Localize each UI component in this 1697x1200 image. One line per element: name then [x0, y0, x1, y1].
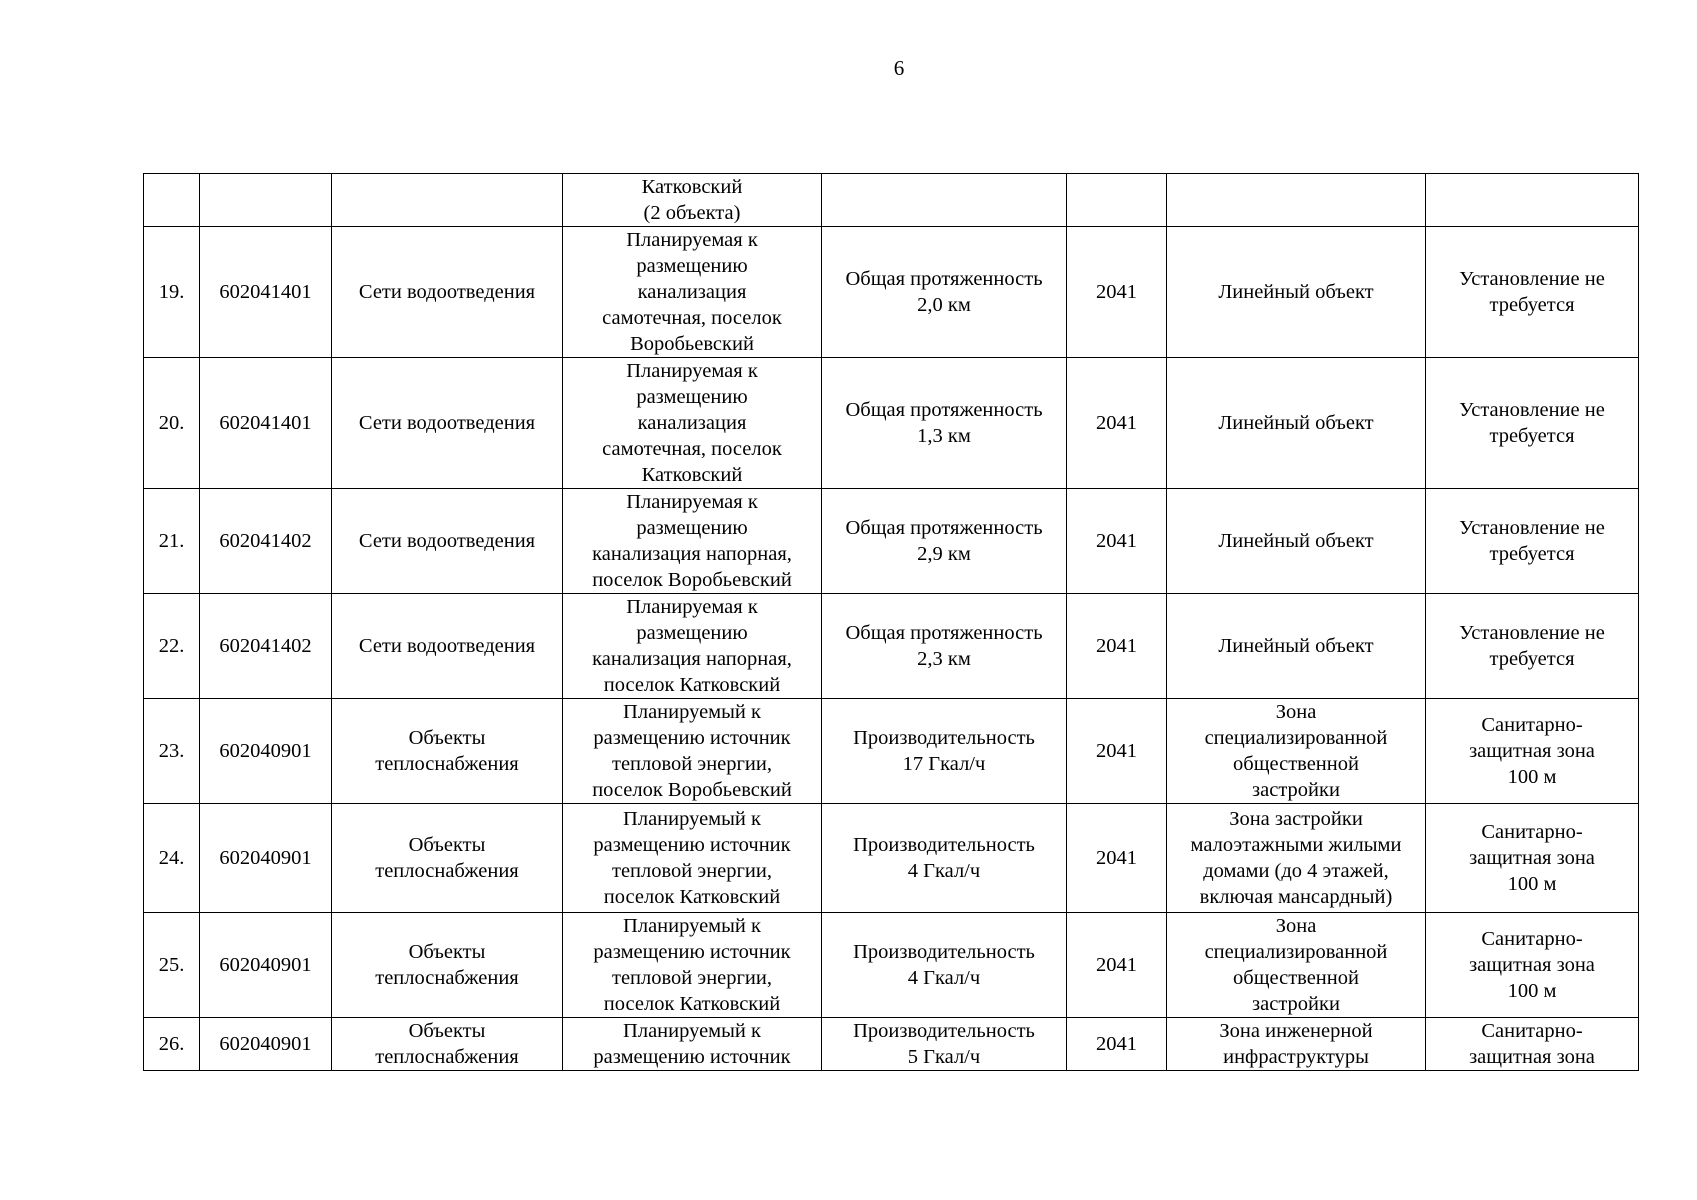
year-cell: 2041	[1067, 594, 1167, 699]
cell-line: Установление не	[1459, 268, 1605, 290]
cell-line: Санитарно-	[1481, 714, 1583, 736]
object-code-cell: 602040901	[200, 913, 332, 1018]
zone-cell	[1167, 358, 1426, 489]
cell-line: защитная зона	[1469, 740, 1595, 762]
cell-line: канализация напорная,	[592, 543, 792, 565]
cell-line: теплоснабжения	[375, 967, 519, 989]
cell-line: самотечная, поселок	[602, 438, 782, 460]
year-cell: 2041	[1067, 1018, 1167, 1071]
cell-line: Планируемый к	[623, 1020, 761, 1042]
characteristics-cell	[822, 594, 1067, 699]
characteristics-cell	[822, 1018, 1067, 1071]
cell-line: Сети водоотведения	[358, 412, 536, 434]
year-cell: 2041	[1067, 489, 1167, 594]
object-code-cell: 602040901	[200, 699, 332, 804]
object-type-cell	[332, 227, 563, 358]
object-type-cell	[332, 174, 563, 227]
cell-line: Линейный объект	[1218, 635, 1374, 657]
characteristics-cell	[822, 489, 1067, 594]
cell-line: 1,3 км	[917, 425, 971, 447]
cell-line: включая мансардный)	[1199, 886, 1393, 908]
object-type-cell	[332, 804, 563, 913]
cell-line: Зона инженерной	[1219, 1020, 1373, 1042]
zone-cell	[1167, 699, 1426, 804]
cell-line: Производительность	[853, 727, 1035, 749]
cell-line: требуется	[1489, 543, 1575, 565]
row-number-cell	[144, 174, 200, 227]
cell-line: общественной	[1233, 967, 1359, 989]
cell-line: канализация напорная,	[592, 648, 792, 670]
object-code-cell: 602040901	[200, 804, 332, 913]
cell-line: специализированной	[1204, 727, 1388, 749]
object-name-cell	[563, 227, 822, 358]
cell-line: 5 Гкал/ч	[907, 1046, 981, 1068]
cell-line: самотечная, поселок	[602, 307, 782, 329]
row-number-cell: 21.	[144, 489, 200, 594]
object-code-cell: 602041401	[200, 358, 332, 489]
row-number-cell: 24.	[144, 804, 200, 913]
zone-cell	[1167, 174, 1426, 227]
object-name-cell	[563, 489, 822, 594]
table-row	[144, 699, 1639, 804]
object-name-cell	[563, 594, 822, 699]
characteristics-cell	[822, 174, 1067, 227]
cell-line: 2,3 км	[917, 648, 971, 670]
zone-cell	[1167, 804, 1426, 913]
row-number-cell: 26.	[144, 1018, 200, 1071]
cell-line: Линейный объект	[1218, 281, 1374, 303]
cell-line: требуется	[1489, 425, 1575, 447]
cell-line: 2,0 км	[917, 294, 971, 316]
cell-line: размещению	[636, 386, 748, 408]
restriction-cell	[1426, 489, 1639, 594]
cell-line: 2,9 км	[917, 543, 971, 565]
cell-line: размещению	[636, 517, 748, 539]
cell-line: Установление не	[1459, 517, 1605, 539]
object-code-cell: 602041402	[200, 489, 332, 594]
object-name-cell	[563, 804, 822, 913]
cell-line: 100 м	[1507, 766, 1557, 788]
restriction-cell	[1426, 913, 1639, 1018]
year-cell: 2041	[1067, 358, 1167, 489]
object-type-cell	[332, 699, 563, 804]
characteristics-cell	[822, 699, 1067, 804]
cell-line: специализированной	[1204, 941, 1388, 963]
cell-line: поселок Катковский	[603, 993, 781, 1015]
cell-line: малоэтажными жилыми	[1190, 834, 1402, 856]
cell-line: Объекты	[408, 834, 486, 856]
cell-line: канализация	[637, 412, 747, 434]
restriction-cell	[1426, 358, 1639, 489]
object-name-cell	[563, 358, 822, 489]
characteristics-cell	[822, 227, 1067, 358]
cell-line: тепловой энергии,	[612, 860, 772, 882]
table-row	[144, 804, 1639, 913]
cell-line: Производительность	[853, 941, 1035, 963]
cell-line: Санитарно-	[1481, 1020, 1583, 1042]
characteristics-cell	[822, 913, 1067, 1018]
cell-line: Планируемая к	[626, 491, 758, 513]
cell-line: Объекты	[408, 941, 486, 963]
cell-line: Общая протяженность	[845, 399, 1043, 421]
cell-line: теплоснабжения	[375, 753, 519, 775]
cell-line: Катковский	[641, 176, 743, 198]
cell-line: Воробьевский	[630, 333, 754, 355]
object-name-cell	[563, 1018, 822, 1071]
cell-line: поселок Воробьевский	[592, 779, 792, 801]
row-number-cell: 20.	[144, 358, 200, 489]
cell-line: Зона застройки	[1229, 808, 1363, 830]
cell-line: Зона	[1275, 915, 1317, 937]
cell-line: Сети водоотведения	[358, 635, 536, 657]
characteristics-cell	[822, 358, 1067, 489]
table-row	[144, 358, 1639, 489]
table-row	[144, 1018, 1639, 1071]
cell-line: Санитарно-	[1481, 821, 1583, 843]
cell-line: Планируемая к	[626, 360, 758, 382]
cell-line: Зона	[1275, 701, 1317, 723]
object-name-cell	[563, 699, 822, 804]
table-row	[144, 594, 1639, 699]
cell-line: Сети водоотведения	[358, 281, 536, 303]
cell-line: домами (до 4 этажей,	[1203, 860, 1389, 882]
restriction-cell	[1426, 699, 1639, 804]
restriction-cell	[1426, 594, 1639, 699]
object-code-cell: 602040901	[200, 1018, 332, 1071]
cell-line: поселок Катковский	[603, 886, 781, 908]
cell-line: Установление не	[1459, 399, 1605, 421]
zone-cell	[1167, 227, 1426, 358]
row-number-cell: 19.	[144, 227, 200, 358]
cell-line: инфраструктуры	[1223, 1046, 1369, 1068]
cell-line: теплоснабжения	[375, 860, 519, 882]
object-type-cell	[332, 594, 563, 699]
cell-line: Катковский	[641, 464, 743, 486]
cell-line: Установление не	[1459, 622, 1605, 644]
cell-line: общественной	[1233, 753, 1359, 775]
cell-line: тепловой энергии,	[612, 753, 772, 775]
cell-line: размещению источник	[593, 727, 791, 749]
cell-line: Общая протяженность	[845, 622, 1043, 644]
object-type-cell	[332, 489, 563, 594]
objects-table	[143, 173, 1639, 1071]
table-row	[144, 489, 1639, 594]
year-cell: 2041	[1067, 804, 1167, 913]
cell-line: Планируемая к	[626, 229, 758, 251]
restriction-cell	[1426, 804, 1639, 913]
cell-line: Общая протяженность	[845, 268, 1043, 290]
restriction-cell	[1426, 174, 1639, 227]
cell-line: Объекты	[408, 727, 486, 749]
object-type-cell	[332, 913, 563, 1018]
cell-line: Объекты	[408, 1020, 486, 1042]
cell-line: размещению источник	[593, 941, 791, 963]
cell-line: поселок Воробьевский	[592, 569, 792, 591]
year-cell: 2041	[1067, 699, 1167, 804]
cell-line: требуется	[1489, 648, 1575, 670]
cell-line: размещению	[636, 622, 748, 644]
zone-cell	[1167, 913, 1426, 1018]
cell-line: Линейный объект	[1218, 530, 1374, 552]
cell-line: Планируемый к	[623, 915, 761, 937]
cell-line: защитная зона	[1469, 1046, 1595, 1068]
zone-cell	[1167, 594, 1426, 699]
cell-line: Планируемый к	[623, 701, 761, 723]
cell-line: (2 объекта)	[643, 202, 741, 224]
row-number-cell: 23.	[144, 699, 200, 804]
cell-line: 4 Гкал/ч	[907, 967, 981, 989]
cell-line: Общая протяженность	[845, 517, 1043, 539]
cell-line: размещению	[636, 255, 748, 277]
page-number: 6	[893, 56, 905, 80]
year-cell: 2041	[1067, 913, 1167, 1018]
cell-line: канализация	[637, 281, 747, 303]
cell-line: 17 Гкал/ч	[902, 753, 986, 775]
table-row	[144, 174, 1639, 227]
year-cell	[1067, 174, 1167, 227]
cell-line: Планируемая к	[626, 596, 758, 618]
table-row	[144, 227, 1639, 358]
cell-line: требуется	[1489, 294, 1575, 316]
row-number-cell: 22.	[144, 594, 200, 699]
cell-line: защитная зона	[1469, 954, 1595, 976]
zone-cell	[1167, 1018, 1426, 1071]
object-type-cell	[332, 358, 563, 489]
cell-line: теплоснабжения	[375, 1046, 519, 1068]
restriction-cell	[1426, 227, 1639, 358]
cell-line: 4 Гкал/ч	[907, 860, 981, 882]
object-name-cell	[563, 913, 822, 1018]
characteristics-cell	[822, 804, 1067, 913]
cell-line: размещению источник	[593, 834, 791, 856]
cell-line: застройки	[1252, 779, 1340, 801]
object-code-cell: 602041401	[200, 227, 332, 358]
cell-line: защитная зона	[1469, 847, 1595, 869]
object-type-cell	[332, 1018, 563, 1071]
cell-line: поселок Катковский	[603, 674, 781, 696]
cell-line: Сети водоотведения	[358, 530, 536, 552]
restriction-cell	[1426, 1018, 1639, 1071]
cell-line: Санитарно-	[1481, 928, 1583, 950]
cell-line: Производительность	[853, 834, 1035, 856]
cell-line: Планируемый к	[623, 808, 761, 830]
cell-line: Производительность	[853, 1020, 1035, 1042]
cell-line: размещению источник	[593, 1046, 791, 1068]
zone-cell	[1167, 489, 1426, 594]
row-number-cell: 25.	[144, 913, 200, 1018]
cell-line: Линейный объект	[1218, 412, 1374, 434]
cell-line: застройки	[1252, 993, 1340, 1015]
object-code-cell	[200, 174, 332, 227]
year-cell: 2041	[1067, 227, 1167, 358]
table-row	[144, 913, 1639, 1018]
cell-line: 100 м	[1507, 980, 1557, 1002]
cell-line: 100 м	[1507, 873, 1557, 895]
cell-line: тепловой энергии,	[612, 967, 772, 989]
object-name-cell	[563, 174, 822, 227]
object-code-cell: 602041402	[200, 594, 332, 699]
